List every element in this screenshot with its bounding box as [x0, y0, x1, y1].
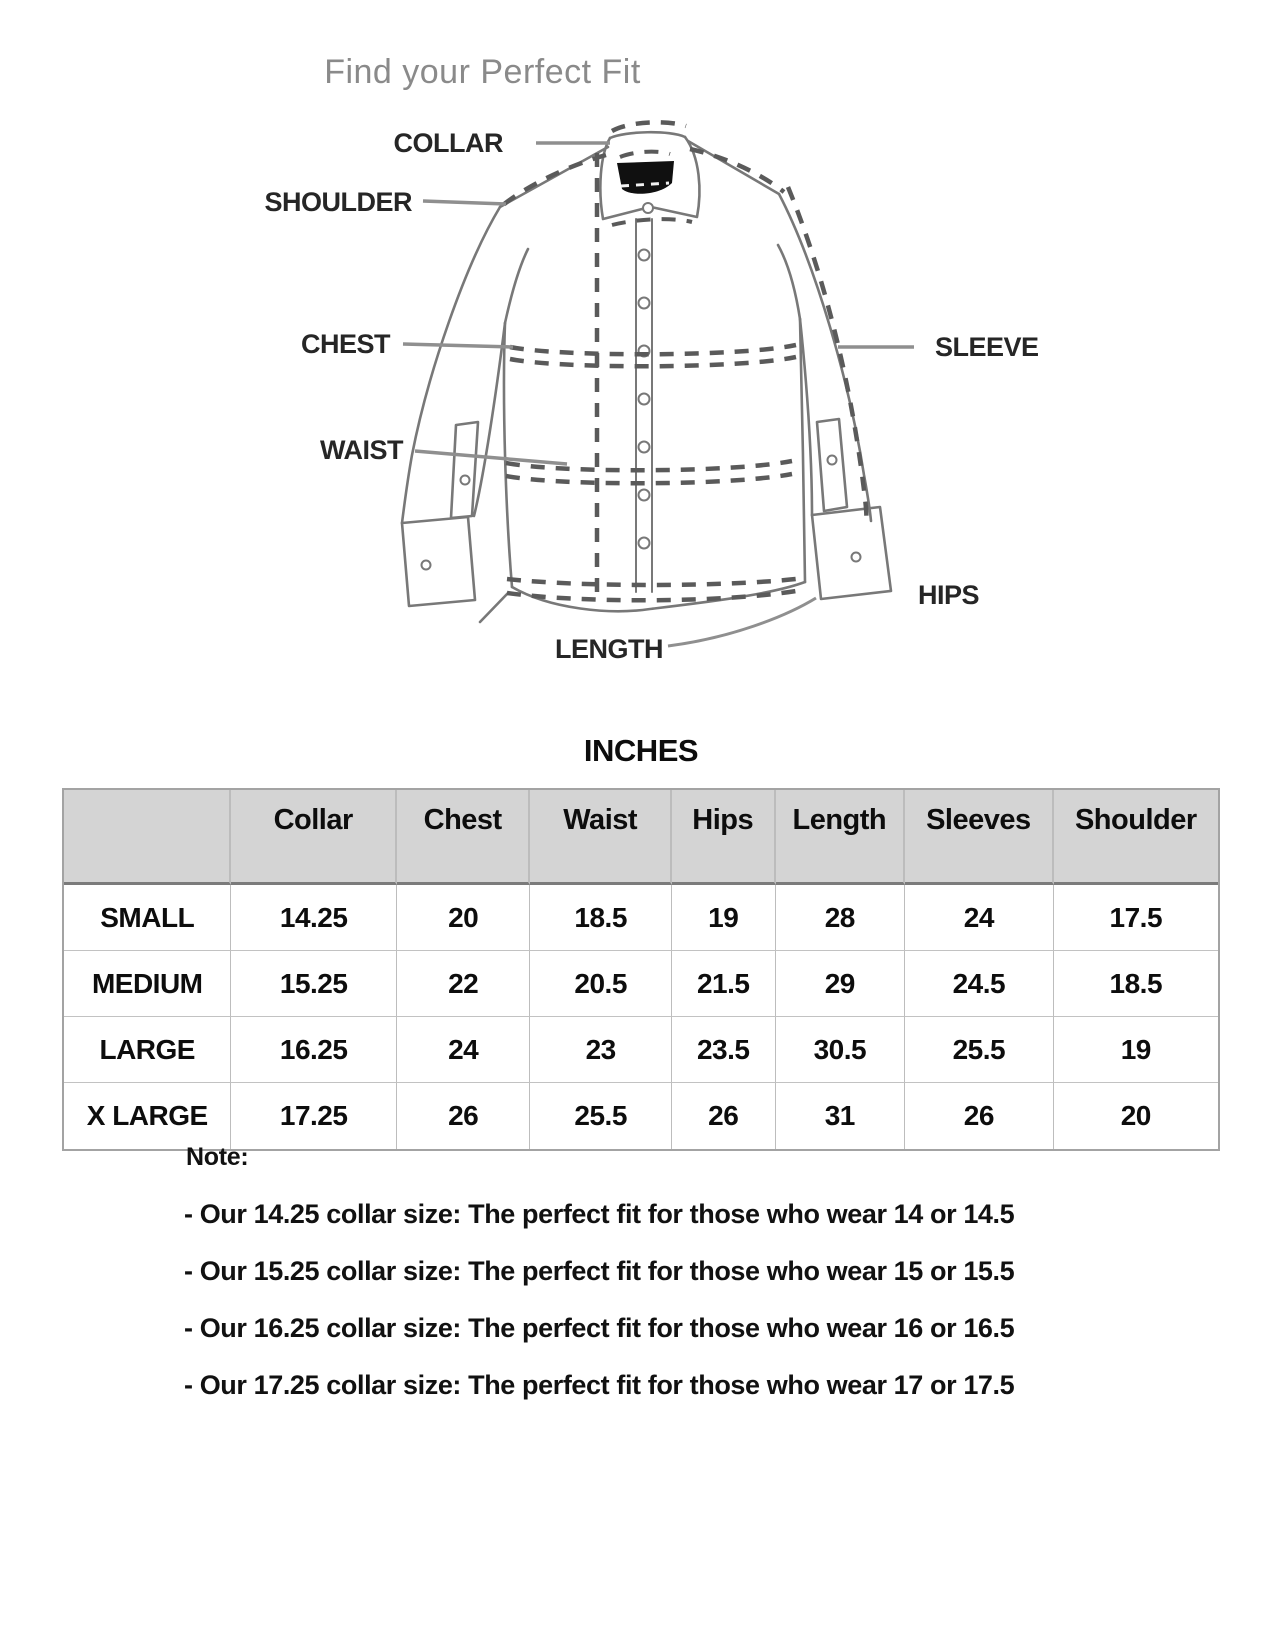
cell-large-hips: 23.5	[672, 1017, 776, 1083]
cell-medium-collar: 15.25	[231, 951, 396, 1017]
note-item-2: - Our 15.25 collar size: The perfect fit for those who wear 15 or 15.5	[184, 1256, 1015, 1286]
cell-xlarge-length: 31	[776, 1083, 906, 1149]
table-unit-title: INCHES	[583, 733, 699, 768]
cell-small-sleeves: 24	[905, 885, 1054, 951]
shirt-diagram	[260, 95, 1040, 667]
cell-small-length: 28	[776, 885, 906, 951]
cell-medium-shoulder: 18.5	[1054, 951, 1218, 1017]
size-table	[62, 788, 1220, 1151]
column-header-chest: Chest	[397, 790, 531, 885]
cell-large-chest: 24	[397, 1017, 531, 1083]
collar-measure-dash	[612, 122, 686, 131]
note-title: Note:	[186, 1143, 249, 1171]
diagram-label-sleeve: SLEEVE	[935, 332, 1039, 362]
left-cuff	[402, 517, 475, 606]
diagram-label-waist: WAIST	[320, 435, 403, 465]
cell-medium-sleeves: 24.5	[905, 951, 1054, 1017]
cell-large-shoulder: 19	[1054, 1017, 1218, 1083]
cell-small-waist: 18.5	[530, 885, 671, 951]
cell-xlarge-collar: 17.25	[231, 1083, 396, 1149]
diagram-label-collar: COLLAR	[393, 128, 503, 158]
button-row	[422, 203, 861, 570]
collar-neck-fill	[617, 161, 674, 194]
collar-outline	[610, 132, 685, 138]
cell-xlarge-chest: 26	[397, 1083, 531, 1149]
cell-small-hips: 19	[672, 885, 776, 951]
row-label-medium: MEDIUM	[64, 951, 231, 1017]
cell-medium-hips: 21.5	[672, 951, 776, 1017]
leader-lines	[403, 143, 914, 646]
row-label-xlarge: X LARGE	[64, 1083, 231, 1149]
cell-medium-waist: 20.5	[530, 951, 671, 1017]
column-header-length: Length	[776, 790, 906, 885]
cell-small-chest: 20	[397, 885, 531, 951]
left-sleeve-placket	[451, 422, 478, 518]
row-label-large: LARGE	[64, 1017, 231, 1083]
note-item-4: - Our 17.25 collar size: The perfect fit for those who wear 17 or 17.5	[184, 1370, 1015, 1400]
waist-leader	[415, 451, 567, 464]
chest-leader	[403, 344, 513, 347]
cell-xlarge-waist: 25.5	[530, 1083, 671, 1149]
column-header-sleeves: Sleeves	[905, 790, 1054, 885]
cell-large-collar: 16.25	[231, 1017, 396, 1083]
diagram-label-length: LENGTH	[555, 634, 663, 664]
cell-small-shoulder: 17.5	[1054, 885, 1218, 951]
cell-large-length: 30.5	[776, 1017, 906, 1083]
cell-medium-chest: 22	[397, 951, 531, 1017]
note-item-3: - Our 16.25 collar size: The perfect fit for those who wear 16 or 16.5	[184, 1313, 1015, 1343]
cell-small-collar: 14.25	[231, 885, 396, 951]
page-title: Find your Perfect Fit	[324, 53, 641, 91]
diagram-label-shoulder: SHOULDER	[264, 187, 412, 217]
cell-xlarge-sleeves: 26	[905, 1083, 1054, 1149]
cell-large-waist: 23	[530, 1017, 671, 1083]
diagram-label-chest: CHEST	[300, 329, 390, 359]
right-cuff	[812, 507, 891, 599]
shoulder-leader	[423, 201, 506, 204]
measure-dashes	[503, 122, 866, 603]
cell-xlarge-hips: 26	[672, 1083, 776, 1149]
cell-xlarge-shoulder: 20	[1054, 1083, 1218, 1149]
cell-medium-length: 29	[776, 951, 906, 1017]
column-header-waist: Waist	[530, 790, 671, 885]
column-header-hips: Hips	[672, 790, 776, 885]
column-header-shoulder: Shoulder	[1054, 790, 1218, 885]
row-label-small: SMALL	[64, 885, 231, 951]
cell-large-sleeves: 25.5	[905, 1017, 1054, 1083]
note-item-1: - Our 14.25 collar size: The perfect fit for those who wear 14 or 14.5	[184, 1199, 1015, 1229]
diagram-label-hips: HIPS	[918, 580, 980, 610]
column-header-collar: Collar	[231, 790, 396, 885]
column-header-blank	[64, 790, 231, 885]
